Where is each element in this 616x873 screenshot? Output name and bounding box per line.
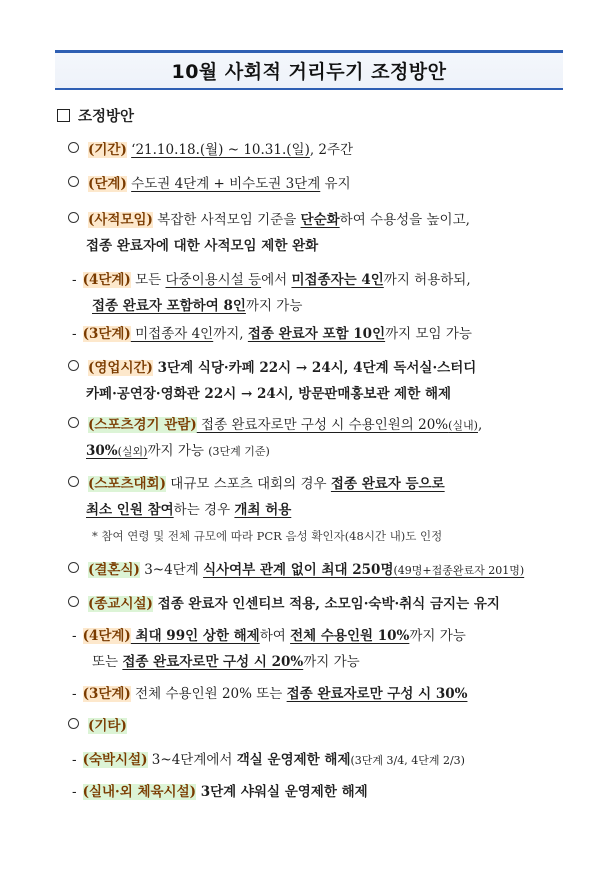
text-emph: 미접종자 4인 xyxy=(130,326,214,342)
text: 하여 xyxy=(259,628,291,644)
etc-lodging xyxy=(72,750,465,771)
religion-stage3 xyxy=(72,684,467,704)
text: 까지 가능 xyxy=(147,443,209,459)
circle-bullet-icon xyxy=(68,212,79,223)
text: 까지 가능 xyxy=(245,298,303,314)
item-tag: (결혼식) xyxy=(88,562,140,578)
item-wedding xyxy=(68,560,524,581)
text-emph: 접종 완료자 포함 10인 xyxy=(247,326,386,342)
sports-event-line2 xyxy=(86,500,291,520)
circle-bullet-icon xyxy=(68,476,79,487)
dash-bullet: - xyxy=(72,784,77,800)
circle-bullet-icon xyxy=(68,562,79,573)
text-emph: 30% xyxy=(86,443,118,459)
gathering-text: 하여 수용성을 높이고, xyxy=(339,212,470,228)
text-small: (3단계 3/4, 4단계 2/3) xyxy=(350,754,465,767)
title-bar xyxy=(55,50,563,90)
text-emph: 접종 완료자로만 구성 시 30% xyxy=(286,686,468,702)
item-tag: (3단계) xyxy=(82,326,131,342)
item-tag: (스포츠대회) xyxy=(88,476,166,492)
item-stage xyxy=(68,174,351,194)
text-emph: 접종 완료자로만 구성 시 수용인원의 20% xyxy=(196,417,449,433)
item-religion xyxy=(68,594,500,614)
text-small: (실외) xyxy=(117,445,148,458)
dash-bullet: - xyxy=(72,686,77,702)
item-tag: (3단계) xyxy=(82,686,131,702)
item-tag: (4단계) xyxy=(82,628,131,644)
gathering-emph: 단순화 xyxy=(300,212,340,228)
religion-stage4-line2 xyxy=(92,652,360,672)
hours-line1: 3단계 식당·카페 22시 → 24시, 4단계 독서실·스터디 xyxy=(152,360,477,376)
gathering-line2: 접종 완료자에 대한 사적모임 제한 완화 xyxy=(86,238,319,254)
item-tag: (실내·외 체육시설) xyxy=(82,784,197,800)
sports-event-note: * 참여 연령 및 전체 규모에 따라 PCR 음성 확인자(48시간 내)도 인정 xyxy=(92,529,443,543)
text: 또는 xyxy=(92,654,123,670)
dash-bullet: - xyxy=(72,752,77,768)
stage-tail: 유지 xyxy=(320,176,351,192)
text-emph: 3단계 샤워실 운영제한 해제 xyxy=(196,784,368,800)
dash-bullet: - xyxy=(72,326,77,342)
dash-bullet: - xyxy=(72,272,77,288)
item-period xyxy=(68,140,353,160)
text: 까지 허용하되, xyxy=(383,272,471,288)
item-tag: (4단계) xyxy=(82,272,131,288)
text-emph: 최소 인원 참여 xyxy=(86,502,174,518)
religion-stage4 xyxy=(72,626,466,646)
text-small: (49명+접종완료자 201명) xyxy=(393,564,525,577)
circle-bullet-icon xyxy=(68,142,79,153)
sports-watch-line2 xyxy=(86,441,270,462)
text: 대규모 스포츠 대회의 경우 xyxy=(165,476,331,492)
circle-bullet-icon xyxy=(68,718,79,729)
text: , xyxy=(477,417,483,433)
item-tag: (종교시설) xyxy=(88,596,153,612)
text: 까지, xyxy=(213,326,248,342)
item-tag: (스포츠경기 관람) xyxy=(88,417,197,433)
gathering-stage4-line2 xyxy=(92,296,302,316)
circle-bullet-icon xyxy=(68,417,79,428)
item-tag: (숙박시설) xyxy=(82,752,148,768)
gathering-text: 복잡한 사적모임 기준을 xyxy=(152,212,301,228)
item-hours xyxy=(68,358,476,378)
text-emph: 접종 완료자로만 구성 시 20% xyxy=(122,654,304,670)
text: 3~4단계 xyxy=(139,562,204,578)
text-small: (실내) xyxy=(448,419,478,432)
circle-bullet-icon xyxy=(68,360,79,371)
text: 에서 xyxy=(261,272,292,288)
text: 까지 가능 xyxy=(409,628,466,644)
text-emph: 객실 운영제한 해제 xyxy=(236,752,351,768)
item-tag: (기타) xyxy=(88,718,127,734)
item-gathering xyxy=(68,210,470,230)
square-bullet-icon xyxy=(57,109,70,122)
text-emph: 최대 99인 상한 해제 xyxy=(130,628,260,644)
text-emph: 미접종자는 4인 xyxy=(291,272,384,288)
text-emph: 접종 완료자 포함하여 8인 xyxy=(92,298,246,314)
text: 하는 경우 xyxy=(173,502,235,518)
item-etc xyxy=(68,716,127,736)
circle-bullet-icon xyxy=(68,176,79,187)
gathering-stage3 xyxy=(72,324,472,344)
text: 전체 수용인원 20% 또는 xyxy=(130,686,287,702)
stage-text: 수도권 4단계 + 비수도권 3단계 xyxy=(131,176,321,192)
text: 까지 가능 xyxy=(303,654,360,670)
item-sports-watch xyxy=(68,415,482,436)
text-emph: 다중이용시설 등 xyxy=(165,272,262,288)
dash-bullet: - xyxy=(72,628,77,644)
period-dates: ‘21.10.18.(월) ~ 10.31.(일) xyxy=(131,142,310,158)
item-sports-event xyxy=(68,474,445,494)
section-heading xyxy=(57,105,134,126)
religion-text: 접종 완료자 인센티브 적용, 소모임·숙박·취식 금지는 유지 xyxy=(152,596,500,612)
text: 3~4단계에서 xyxy=(147,752,237,768)
item-tag: (사적모임) xyxy=(88,212,153,228)
text-emph: 접종 완료자 등으로 xyxy=(330,476,445,492)
section-title: 조정방안 xyxy=(78,109,135,125)
text-small: (3단계 기준) xyxy=(208,445,270,458)
text: 모든 xyxy=(130,272,166,288)
circle-bullet-icon xyxy=(68,596,79,607)
period-tail: , 2주간 xyxy=(309,142,354,158)
page-title: 10월 사회적 거리두기 조정방안 xyxy=(171,61,447,83)
item-tag: (단계) xyxy=(88,176,127,192)
item-tag: (기간) xyxy=(88,142,127,158)
item-tag: (영업시간) xyxy=(88,360,153,376)
text: 까지 모임 가능 xyxy=(385,326,472,342)
text-emph: 식사여부 관계 없이 최대 250명 xyxy=(203,562,394,578)
hours-line2: 카페·공연장·영화관 22시 → 24시, 방문판매홍보관 제한 해제 xyxy=(86,386,452,402)
text-emph: 개최 허용 xyxy=(234,502,292,518)
gathering-stage4 xyxy=(72,270,471,290)
etc-gym xyxy=(72,782,368,802)
text-emph: 전체 수용인원 10% xyxy=(290,628,410,644)
